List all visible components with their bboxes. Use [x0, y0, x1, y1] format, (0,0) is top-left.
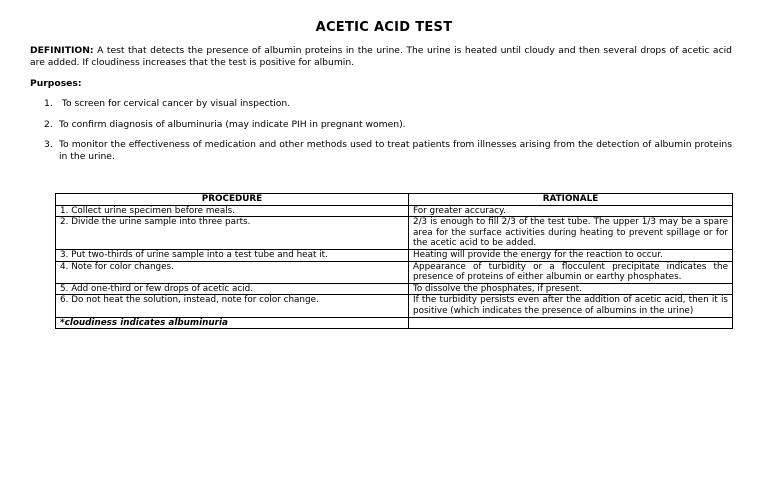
table-row: [56, 261, 733, 283]
definition-paragraph: [30, 45, 732, 69]
procedure-cell: 3. Put two-thirds of urine sample into a test tube and heat it.: [56, 249, 409, 261]
table-note-row: [56, 317, 733, 329]
procedure-cell: 2. Divide the urine sample into three parts.: [56, 217, 409, 250]
page-title: ACETIC ACID TEST: [315, 20, 453, 35]
purpose-number: 2.: [44, 119, 53, 130]
rationale-header: RATIONALE: [409, 194, 733, 206]
rationale-cell: Appearance of turbidity or a flocculent precipitate indicates the presence of proteins of either albumin or earthy phosphates.: [409, 261, 733, 283]
table-row: [56, 283, 733, 295]
purpose-text: To screen for cervical cancer by visual inspection.: [59, 98, 291, 109]
purpose-item: [44, 119, 732, 131]
procedure-cell: 5. Add one-third or few drops of acetic acid.: [56, 283, 409, 295]
rationale-cell: 2/3 is enough to fill 2/3 of the test tube. The upper 1/3 may be a spare area for the surface activities during heating to prevent spillage or for the acetic acid to be added.: [409, 217, 733, 250]
definition-label: DEFINITION:: [30, 45, 94, 56]
purpose-number: 3.: [44, 139, 53, 150]
table-row: [56, 217, 733, 250]
rationale-cell: If the turbidity persists even after the addition of acetic acid, then it is positive (which indicates the presence of albumins in the urine): [409, 295, 733, 317]
procedure-table: [55, 193, 733, 329]
purpose-text: To monitor the effectiveness of medication and other methods used to treat patients from illnesses arising from the detection of albumin proteins in the urine.: [59, 139, 732, 162]
purposes-heading: Purposes:: [30, 78, 82, 89]
empty-cell: [409, 317, 733, 329]
procedure-header: PROCEDURE: [56, 194, 409, 206]
table-row: [56, 249, 733, 261]
table-row: [56, 295, 733, 317]
procedure-cell: 4. Note for color changes.: [56, 261, 409, 283]
purpose-item: [44, 139, 732, 163]
procedure-cell: 6. Do not heat the solution, instead, note for color change.: [56, 295, 409, 317]
table-row: [56, 205, 733, 217]
rationale-cell: For greater accuracy.: [409, 205, 733, 217]
procedure-cell: 1. Collect urine specimen before meals.: [56, 205, 409, 217]
purpose-item: [44, 98, 732, 110]
table-note: *cloudiness indicates albuminuria: [56, 317, 409, 329]
purpose-number: 1.: [44, 98, 53, 109]
definition-text: A test that detects the presence of albumin proteins in the urine. The urine is heated until cloudy and then several drops of acetic acid are added. If cloudiness increases that the test is positive for albumin.: [30, 45, 733, 68]
purpose-text: To confirm diagnosis of albuminuria (may indicate PIH in pregnant women).: [59, 119, 406, 130]
rationale-cell: To dissolve the phosphates, if present.: [409, 283, 733, 295]
rationale-cell: Heating will provide the energy for the reaction to occur.: [409, 249, 733, 261]
table-header-row: [56, 194, 733, 206]
